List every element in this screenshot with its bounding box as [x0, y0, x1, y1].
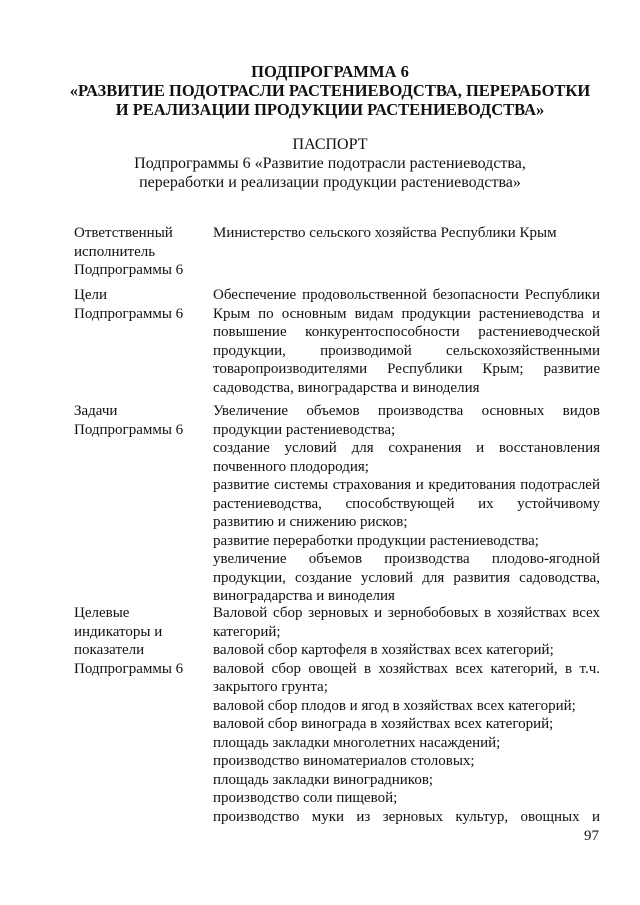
list-item: развитие переработки продукции растениеводства;: [213, 532, 539, 549]
subprogram-heading: [60, 62, 600, 119]
row-content: [213, 224, 600, 243]
row-content: [213, 286, 600, 397]
heading-line-1: ПОДПРОГРАММА 6: [251, 62, 409, 81]
list-item: валовой сбор винограда в хозяйствах всех категорий;: [213, 716, 554, 732]
passport-heading: [60, 135, 600, 192]
list-item: Валовой сбор зерновых и зернобобовых в хозяйствах всех категорий;: [213, 605, 600, 640]
list-item: производство виноматериалов столовых;: [213, 753, 475, 769]
passport-line-1: Подпрограммы 6 «Развитие подотрасли растениеводства,: [134, 155, 526, 172]
list-item: Увеличение объемов производства основных видов продукции растениеводства;: [213, 403, 600, 438]
row-label: Ответственный исполнитель Подпрограммы 6: [74, 225, 184, 278]
list-item: валовой сбор картофеля в хозяйствах всех категорий;: [213, 642, 554, 658]
heading-line-3: И РЕАЛИЗАЦИИ ПРОДУКЦИИ РАСТЕНИЕВОДСТВА»: [115, 100, 545, 119]
list-item: создание условий для сохранения и восстановления почвенного плодородия;: [213, 440, 600, 475]
page-number: 97: [584, 828, 599, 844]
list-item: производство соли пищевой;: [213, 790, 398, 806]
row-content: [213, 604, 600, 826]
list-item: площадь закладки многолетних насаждений;: [213, 734, 501, 751]
row-content: [213, 402, 600, 606]
row-label: Целевые индикаторы и показатели Подпрограммы 6: [74, 605, 184, 677]
list-item: Обеспечение продовольственной безопасности Республики Крым по основным видам продукции растениеводства и повышение конкурентоспособности растениеводческой продукции, производимой сельскохозяйственными товаропроизводителями Республики Крым; развитие садоводства, виноградарства и виноделия: [213, 287, 600, 396]
list-item: валовой сбор овощей в хозяйствах всех категорий, в т.ч. закрытого грунта;: [213, 660, 600, 695]
passport-line-2: переработки и реализации продукции растениеводства»: [139, 174, 521, 191]
row-label: Задачи Подпрограммы 6: [74, 403, 184, 438]
list-item: валовой сбор плодов и ягод в хозяйствах всех категорий;: [213, 697, 576, 714]
list-item: площадь закладки виноградников;: [213, 771, 434, 788]
list-item: увеличение объемов производства плодово-ягодной продукции, создание условий для развития садоводства, виноградарства и виноделия: [213, 551, 600, 604]
passport-title: ПАСПОРТ: [292, 136, 368, 153]
row-label: Цели Подпрограммы 6: [74, 287, 184, 322]
heading-line-2: «РАЗВИТИЕ ПОДОТРАСЛИ РАСТЕНИЕВОДСТВА, ПЕРЕРАБОТКИ: [69, 81, 591, 100]
list-item: Министерство сельского хозяйства Республики Крым: [213, 225, 557, 241]
list-item: развитие системы страхования и кредитования подотраслей растениеводства, способствующей их устойчивому развитию и снижению рисков;: [213, 477, 600, 530]
list-item: производство муки из зерновых культур, овощных и: [213, 808, 600, 825]
